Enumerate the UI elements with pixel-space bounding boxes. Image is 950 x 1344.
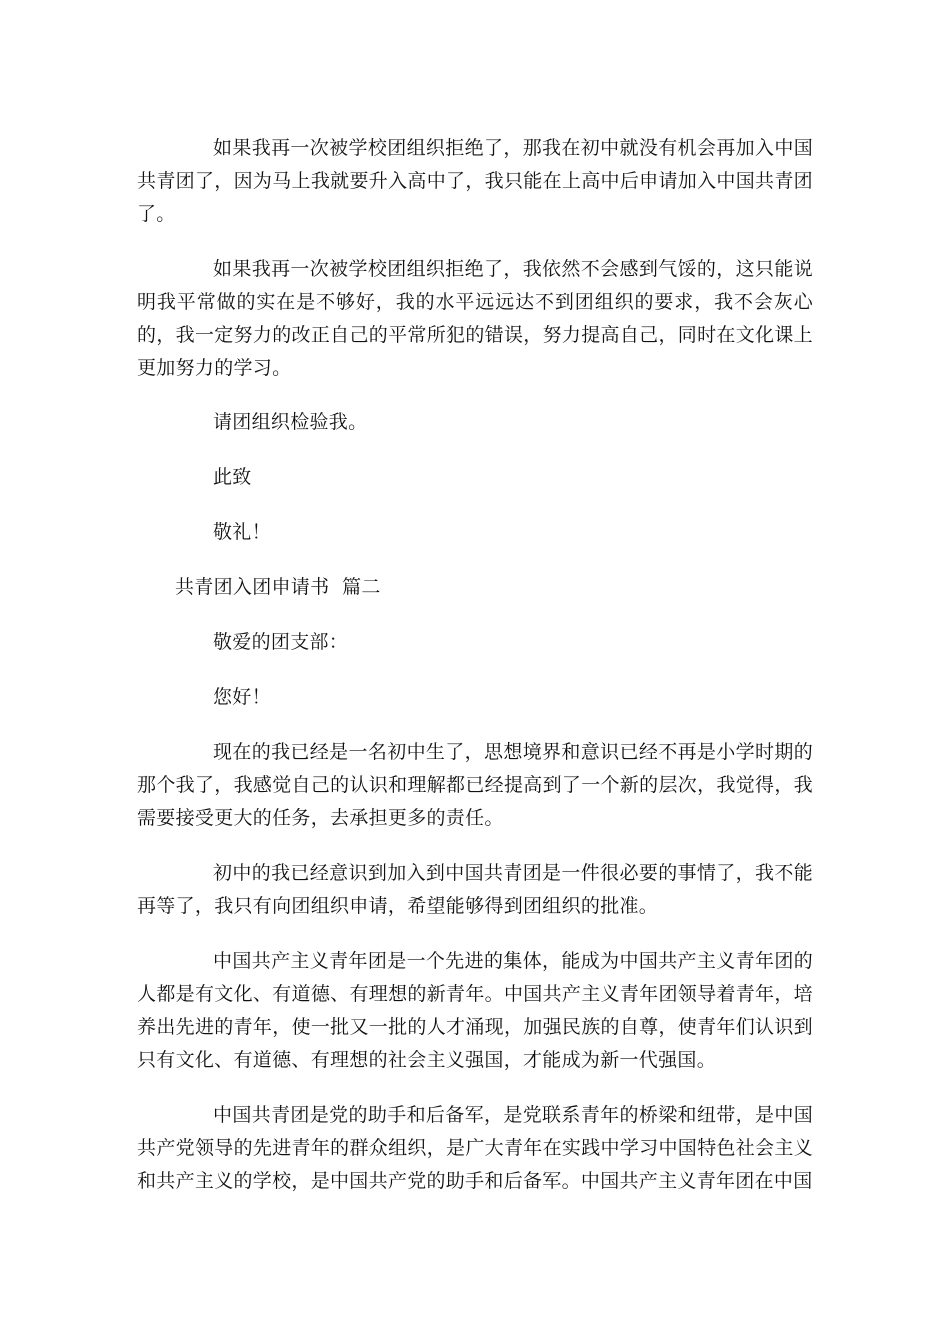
greeting-hello: 您好！ [213,686,271,708]
paragraph-league-advanced-collective: 中国共产主义青年团是一个先进的集体，能成为中国共产主义青年团的人都是有文化、有道德、有理想的新青年。中国共产主义青年团领导着青年，培养出先进的青年，使一批又一批的人才涌现，加强民族的自尊，使青年们认识到只有文化、有道德、有理想的社会主义强国，才能成为新一代强国。 [137,950,813,1071]
section-title: 共青团入团申请书 篇二 [175,576,381,598]
closing-salutation-jingli: 敬礼！ [213,521,271,543]
paragraph-middle-school-student: 现在的我已经是一名初中生了，思想境界和意识已经不再是小学时期的那个我了，我感觉自己的认识和理解都已经提高到了一个新的层次，我觉得，我需要接受更大的任务，去承担更多的责任。 [137,741,813,829]
paragraph-please-examine: 请团组织检验我。 [213,411,368,433]
paragraph-not-discouraged: 如果我再一次被学校团组织拒绝了，我依然不会感到气馁的，这只能说明我平常做的实在是不够好，我的水平远远达不到团组织的要求，我不会灰心的，我一定努力的改正自己的平常所犯的错误，努力提高自己，同时在文化课上更加努力的学习。 [137,258,813,379]
paragraph-league-party-assistant: 中国共青团是党的助手和后备军，是党联系青年的桥梁和纽带，是中国共产党领导的先进青年的群众组织，是广大青年在实践中学习中国特色社会主义和共产主义的学校，是中国共产党的助手和后备军。中国共产主义青年团在中国 [137,1104,813,1192]
greeting-addressee: 敬爱的团支部： [213,631,349,653]
paragraph-apply-now: 初中的我已经意识到加入到中国共青团是一件很必要的事情了，我不能再等了，我只有向团组织申请，希望能够得到团组织的批准。 [137,862,813,917]
paragraph-rejection-highschool: 如果我再一次被学校团组织拒绝了，那我在初中就没有机会再加入中国共青团了，因为马上我就要升入高中了，我只能在上高中后申请加入中国共青团了。 [137,137,813,225]
closing-salutation-cizhi: 此致 [213,466,252,488]
